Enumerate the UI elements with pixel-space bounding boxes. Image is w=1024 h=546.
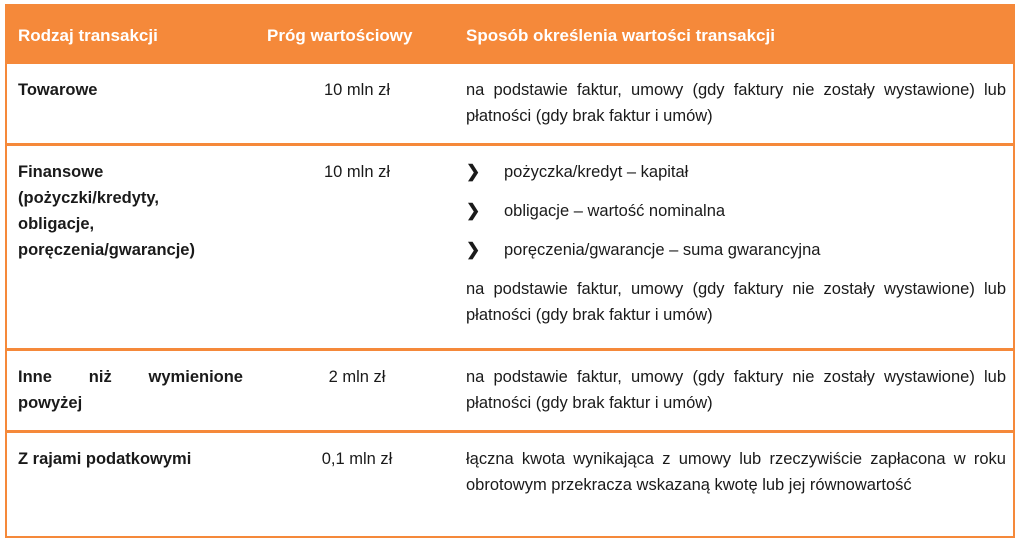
threshold: 10 mln zł [323,81,391,99]
transaction-type: Towarowe [18,81,98,99]
header-transaction-type: Rodzaj transakcji [18,26,158,45]
method [466,159,1006,328]
chevron-right-icon: ❯ [466,240,481,259]
bullet-item [466,198,1006,224]
bullet-text: pożyczka/kredyt – kapitał [504,163,689,181]
threshold: 2 mln zł [328,368,386,386]
bullet-text: obligacje – wartość nominalna [504,202,726,220]
threshold: 0,1 mln zł [321,450,393,468]
method-text: na podstawie faktur, umowy (gdy faktury nie zostały wystawione) lub płatności (gdy brak faktur i umów) [466,280,1006,324]
bullet-text: poręczenia/gwarancje – suma gwarancyjna [504,241,821,259]
method: na podstawie faktur, umowy (gdy faktury nie zostały wystawione) lub płatności (gdy brak faktur i umów) [466,368,1006,412]
chevron-right-icon: ❯ [466,162,481,181]
chevron-right-icon: ❯ [466,201,481,220]
header-method: Sposób określenia wartości transakcji [466,26,775,45]
transaction-type: Z rajami podatkowymi [18,450,192,468]
table-row [7,146,1013,351]
method: łączna kwota wynikająca z umowy lub rzeczywiście zapłacona w roku obrotowym przekracza wskazaną kwotę lub jej równowartość [466,450,1006,494]
table-row [7,64,1013,146]
method: na podstawie faktur, umowy (gdy faktury nie zostały wystawione) lub płatności (gdy brak faktur i umów) [466,81,1006,125]
bullet-item [466,159,1006,185]
transaction-type: Inne niż wymienione powyżej [18,368,243,412]
threshold: 10 mln zł [323,163,391,181]
table-row [7,351,1013,433]
table-row [7,433,1013,538]
table-header [7,6,1013,64]
header-threshold: Próg wartościowy [267,26,413,45]
bullet-item [466,237,1006,263]
transaction-type: Finansowe (pożyczki/kredyty, obligacje, poręczenia/gwarancje) [18,163,195,259]
transactions-table [5,4,1015,538]
